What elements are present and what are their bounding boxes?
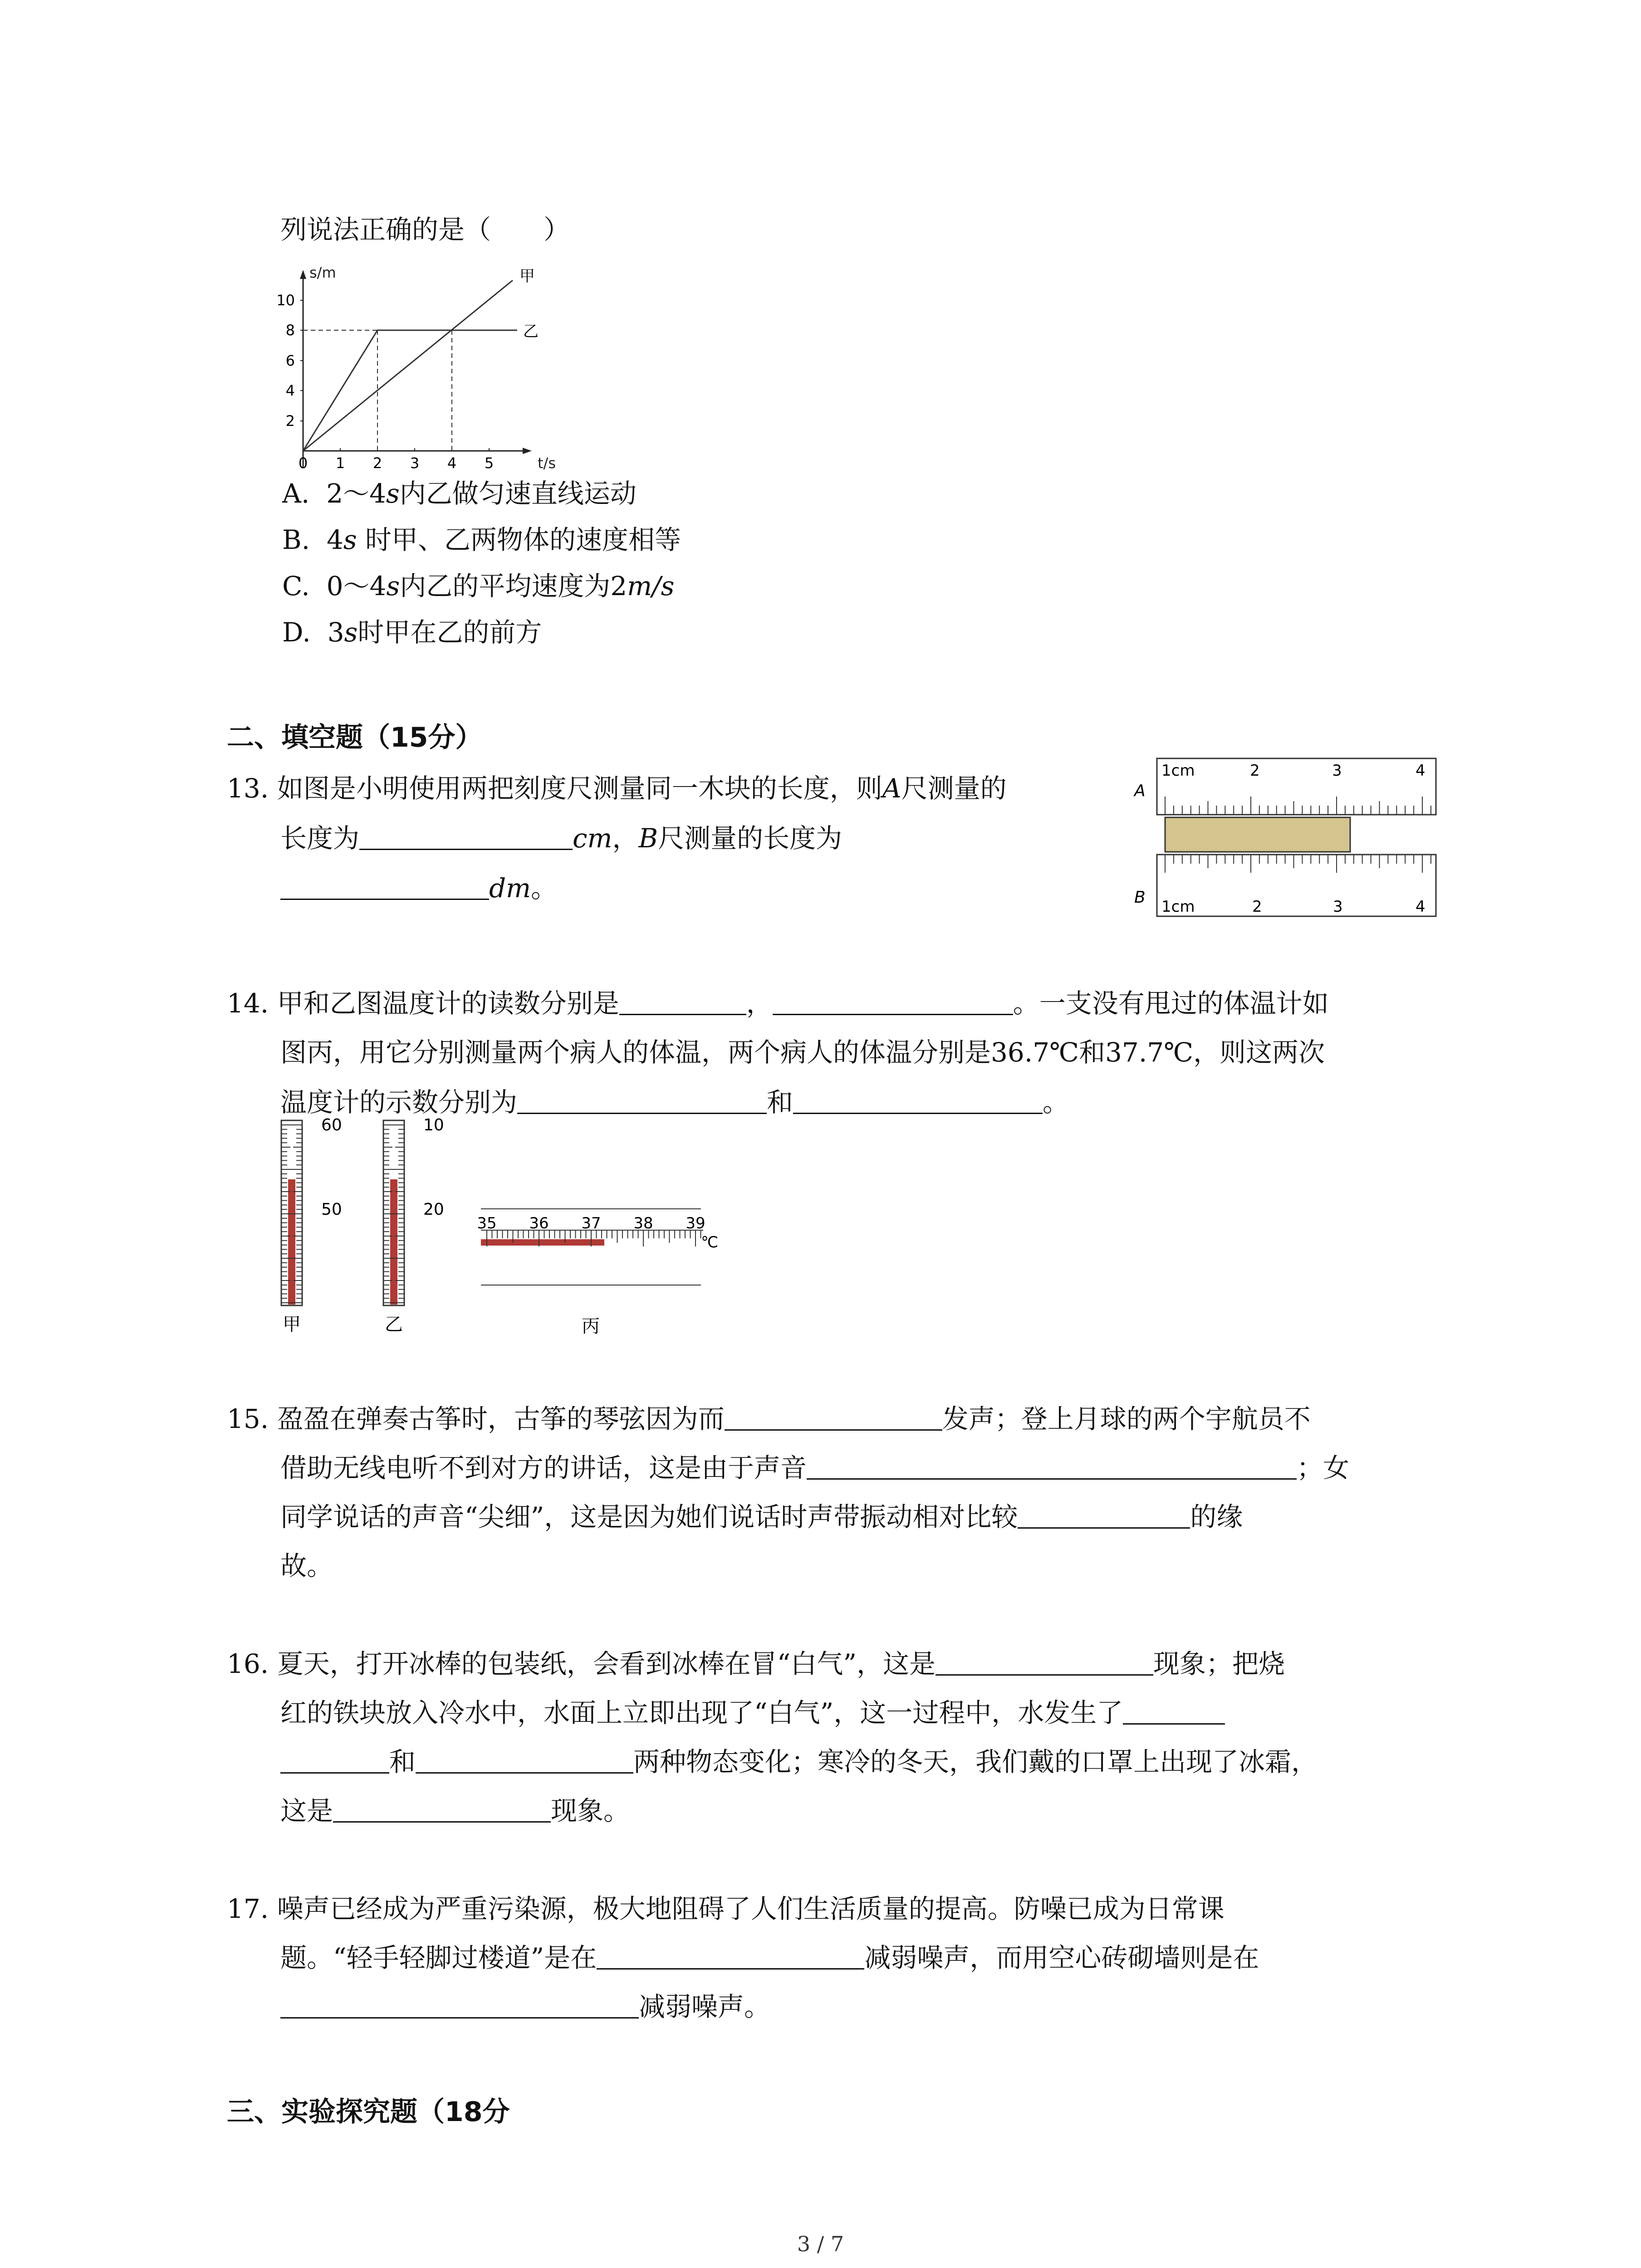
thermo-bing-label: 丙 — [582, 1316, 600, 1337]
q16-blank-1[interactable] — [936, 1647, 1153, 1676]
q12-x-tick: 4 — [447, 455, 457, 472]
thermo-bing-tick: 36 — [529, 1214, 549, 1232]
thermo-bing-tick: 39 — [686, 1214, 705, 1232]
q14-line3: 温度计的示数分别为 和 。 — [280, 1084, 1069, 1120]
q12-line-yi — [303, 330, 517, 451]
q14-blank-1[interactable] — [619, 987, 746, 1015]
q12-label-yi: 乙 — [523, 323, 539, 341]
q17-line1: 17. 噪声已经成为严重污染源，极大地阻碍了人们生活质量的提高。防噪已成为日常课 — [227, 1893, 1225, 1924]
q12-y-tick: 8 — [285, 322, 295, 339]
q13-ruler-b-label: B — [1134, 888, 1146, 907]
q16-line1: 16. 夏天，打开冰棒的包装纸，会看到冰棒在冒“白气”，这是 现象；把烧 — [227, 1646, 1285, 1682]
q16-blank-2a[interactable] — [1123, 1696, 1225, 1725]
q13-blank-b[interactable] — [280, 871, 489, 900]
q12-st-graph — [272, 259, 556, 472]
q14-blank-3[interactable] — [517, 1085, 767, 1114]
q13-ruler-b — [1157, 855, 1436, 916]
q13-line1: 13. 如图是小明使用两把刻度尺测量同一木块的长度，则A尺测量的 — [227, 773, 1007, 804]
q12-x-tick: 5 — [484, 455, 494, 472]
section3-title: 三、实验探究题（18分 — [227, 2096, 510, 2128]
q13-ruler-b-tick: 3 — [1333, 898, 1343, 916]
q14-number: 14. — [227, 988, 269, 1019]
q12-y-tick: 2 — [285, 412, 295, 430]
q17-line2: 题。“轻手轻脚过楼道”是在 减弱噪声，而用空心砖砌墙则是在 — [280, 1940, 1259, 1976]
thermo-bing-tick: 37 — [581, 1214, 601, 1232]
q15-line2: 借助无线电听不到对方的讲话，这是由于声音 ；女 — [280, 1450, 1349, 1486]
q13-number: 13. — [227, 773, 269, 804]
q12-label-jia: 甲 — [519, 267, 535, 285]
thermo-bing-tick: 35 — [477, 1214, 497, 1232]
q15-blank-1[interactable] — [725, 1402, 942, 1431]
q13-ruler-figure — [1130, 753, 1443, 925]
q13-ruler-a-tick: 3 — [1332, 762, 1342, 780]
q13-blank-a[interactable] — [359, 821, 573, 850]
q13-ruler-a-tick: 4 — [1416, 762, 1425, 780]
q13-ruler-b-tick: 1cm — [1161, 898, 1195, 916]
q13-line3: dm。 — [280, 870, 557, 906]
q12-option-a: A. 2～4s内乙做匀速直线运动 — [282, 478, 637, 509]
page-number: 3 / 7 — [797, 2232, 844, 2256]
q12-x-tick: 0 — [298, 455, 308, 472]
thermo-jia-label: 甲 — [283, 1314, 301, 1335]
q12-y-tick: 4 — [285, 382, 295, 399]
thermometer-bing — [477, 1209, 718, 1337]
thermo-yi-top: 10 — [423, 1116, 444, 1134]
q14-line2: 图丙，用它分别测量两个病人的体温，两个病人的体温分别是36.7℃和37.7℃，则这两次 — [280, 1037, 1325, 1068]
q15-line4: 故。 — [280, 1550, 333, 1581]
q14-line1: 14. 甲和乙图温度计的读数分别是 ， 。一支没有甩过的体温计如 — [227, 985, 1329, 1022]
q12-y-tick: 6 — [285, 352, 295, 369]
q12-line-jia — [303, 280, 513, 451]
q14-blank-2[interactable] — [773, 987, 1013, 1015]
q16-line3: 和 两种物态变化；寒冷的冬天，我们戴的口罩上出现了冰霜， — [280, 1744, 1318, 1780]
q12-y-ticks — [276, 292, 303, 430]
q12-option-b: B. 4s 时甲、乙两物体的速度相等 — [282, 524, 681, 555]
q17-blank-1[interactable] — [597, 1941, 864, 1970]
thermo-jia-mid: 50 — [321, 1200, 342, 1219]
q14-thermometer-figure — [268, 1111, 749, 1347]
q16-line4: 这是 现象。 — [280, 1793, 630, 1829]
q13-ruler-a-tick: 2 — [1250, 762, 1260, 780]
q16-blank-3[interactable] — [416, 1745, 633, 1774]
q16-line2: 红的铁块放入冷水中，水面上立即出现了“白气”，这一过程中，水发生了 — [280, 1695, 1225, 1731]
q12-x-tick: 2 — [372, 455, 382, 472]
q13-ruler-a — [1157, 758, 1436, 815]
q15-line1: 15. 盈盈在弹奏古筝时，古筝的琴弦因为而 发声；登上月球的两个宇航员不 — [227, 1401, 1311, 1437]
q12-option-d: D. 3s时甲在乙的前方 — [282, 617, 542, 648]
thermo-bing-unit: ℃ — [701, 1233, 719, 1251]
q12-y-tick: 10 — [276, 292, 295, 309]
section2-title: 二、填空题（15分） — [227, 722, 483, 753]
q17-number: 17. — [227, 1893, 269, 1924]
q17-blank-2[interactable] — [280, 1990, 639, 2019]
q17-line3: 减弱噪声。 — [280, 1989, 770, 2025]
q13-ruler-a-label: A — [1134, 782, 1146, 800]
q13-wood-block — [1165, 817, 1350, 852]
thermo-yi-label: 乙 — [385, 1314, 403, 1335]
q12-option-c: C. 0～4s内乙的平均速度为2m/s — [282, 571, 675, 601]
thermo-jia-top: 60 — [321, 1116, 342, 1134]
q12-stem-tail: 列说法正确的是（ ） — [280, 214, 570, 245]
q15-blank-2[interactable] — [807, 1451, 1297, 1480]
q13-ruler-b-tick: 2 — [1252, 898, 1262, 916]
q12-x-tick: 3 — [410, 455, 420, 472]
q12-x-tick: 1 — [335, 455, 345, 472]
q15-blank-3[interactable] — [1018, 1500, 1190, 1529]
thermo-bing-tick: 38 — [633, 1214, 653, 1232]
q12-x-axis-label: t/s — [538, 455, 556, 472]
q15-line3: 同学说话的声音“尖细”，这是因为她们说话时声带振动相对比较 的缘 — [280, 1499, 1243, 1535]
q15-number: 15. — [227, 1403, 269, 1434]
q16-blank-4[interactable] — [333, 1794, 551, 1823]
q14-blank-4[interactable] — [793, 1085, 1043, 1114]
q16-blank-2b[interactable] — [280, 1745, 389, 1774]
q12-x-ticks — [299, 448, 494, 472]
thermometer-yi — [383, 1116, 444, 1335]
q13-ruler-a-tick: 1cm — [1161, 762, 1195, 780]
q16-number: 16. — [227, 1648, 269, 1679]
q13-ruler-b-tick: 4 — [1416, 898, 1425, 916]
q13-line2: 长度为 cm，B尺测量的长度为 — [280, 820, 842, 856]
q12-y-axis-label: s/m — [309, 264, 336, 281]
thermometer-jia — [281, 1116, 342, 1335]
thermo-yi-mid: 20 — [423, 1200, 444, 1219]
